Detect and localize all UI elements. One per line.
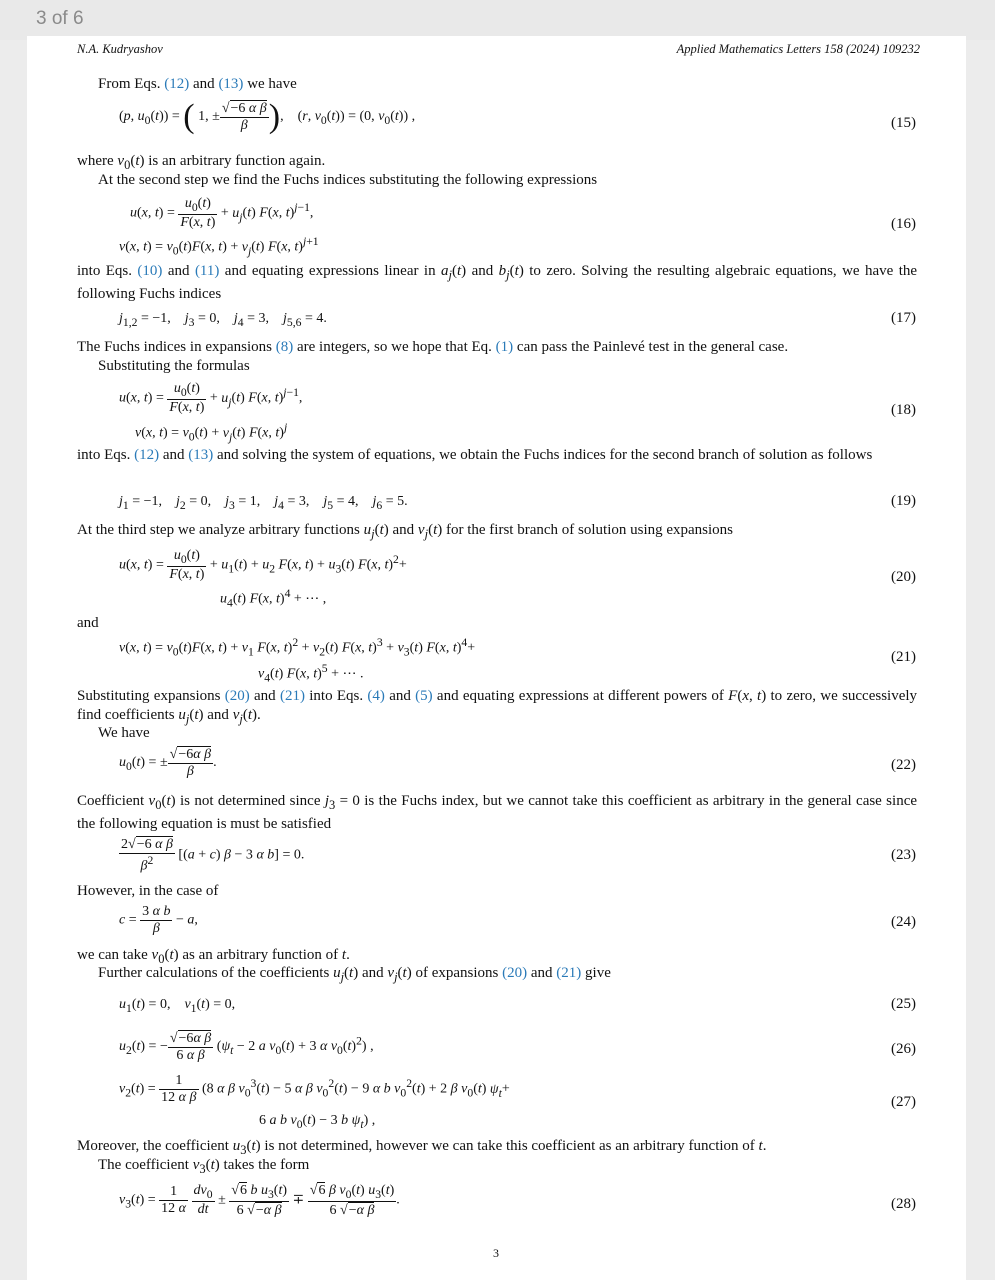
paragraph: However, in the case of — [77, 883, 219, 899]
equation-number: (18) — [891, 402, 916, 418]
page-counter: 3 of 6 — [36, 8, 84, 29]
eq-ref-link[interactable]: (20) — [502, 965, 528, 981]
paragraph: Substituting the formulas — [98, 358, 250, 374]
equation-17: $j_{1,2} = -1$, $j_3 = 0$, $j_4 = 3$, $j_{5,6} = 4$. — [119, 311, 327, 329]
equation-number: (23) — [891, 847, 916, 863]
equation-16-line1: u(x, t) = $\frac{u_0(t)}{F(x, t)}$ + $u_j(t)$ F(x, t)$^{j-1}$, — [130, 196, 314, 230]
eq-ref-link[interactable]: (12) — [164, 76, 190, 92]
eq-ref-link[interactable]: (4) — [367, 688, 385, 704]
equation-18-line2: v(x, $t) = v_0(t) + v_j(t)$ F(x, t)$^j$ — [135, 421, 288, 444]
paragraph: into Eqs. (12) and (13) and solving the system of equations, we obtain the Fuchs indices for the second branch of solution as follows — [77, 447, 873, 463]
paragraph: Coefficient $v_0(t)$ is not determined since $j_3 = 0$ is the Fuchs index, but we cannot take this coefficient as arbitrary in the general case since the following equation is must be satisfied — [77, 793, 918, 832]
equation-23: $\frac{\text{2√−6 α β}}{\beta^2}$ [(a + c) β − 3 α b] = 0. — [121, 837, 305, 874]
equation-21-line1: v(x, $t) = v_0(t)F(x$, $t) + v_1$ F(x, $t)^2 + v_2(t)$ F(x, $t)^3 + v_3(t)$ F(x, t)$^4$+ — [119, 636, 476, 659]
equation-number: (26) — [891, 1041, 916, 1057]
equation-28: $v_3(t)$ = $\frac{1}{12 \alpha}$ $\frac{dv_0}{dt}$ ± $\frac{√6 b u_3(t)}{\text{6 √−α β}}$ ∓ $\frac{√6 \beta v_0(t) u_3(t)}{\text{6 √−α β}}$ . — [119, 1183, 400, 1218]
equation-number: (24) — [891, 914, 916, 930]
viewer-toolbar — [0, 0, 995, 40]
paragraph: Substituting expansions (20) and (21) into Eqs. (4) and (5) and equating expressions at different powers of F(x, t) to zero, we successively find coefficients $u_j(t)$ and $v_j(t)$. — [77, 688, 918, 726]
equation-27-line1: $v_2(t)$ = $\frac{1}{\text{12 α β}}$ (8 α β $v_0^3(t) - 5$ α β $v_0^2(t) - 9$ α b $v_0^2(t) + 2$ β $v_0(t)$ $\psi_t+$ — [119, 1073, 510, 1105]
equation-24: c = $\frac{\text{3 α b}}{\beta}$ − a, — [119, 904, 198, 936]
eq-ref-link[interactable]: (13) — [188, 447, 214, 463]
equation-20-line1: u(x, t) = $\frac{u_0(t)}{F(x, t)}$ + $u_1(t) + u_2$ F(x, $t) + u_3(t)$ F(x, t)$^2$+ — [119, 548, 407, 582]
equation-number: (27) — [891, 1094, 916, 1110]
eq-ref-link[interactable]: (21) — [279, 688, 305, 704]
eq-ref-link[interactable]: (1) — [495, 339, 514, 355]
paragraph: where $v_0(t)$ is an arbitrary function again. — [77, 153, 326, 172]
paragraph: The Fuchs indices in expansions (8) are integers, so we hope that Eq. (1) can pass the Painlevé test in the general case. — [77, 339, 789, 355]
eq-ref-link[interactable]: (20) — [224, 688, 250, 704]
equation-26: $u_2(t)$ = − $\frac{\text{√−6α β}}{\text{6 α β}}$ ($\psi_t - 2$ a $v_0(t) + 3$ α $v_0(t)^2$) , — [119, 1031, 374, 1063]
header-journal: Applied Mathematics Letters 158 (2024) 109232 — [676, 42, 920, 56]
equation-27-line2: 6 a b $v_0(t) - 3$ b $\psi_t$) , — [259, 1113, 376, 1131]
eq-ref-link[interactable]: (13) — [218, 76, 244, 92]
equation-number: (20) — [891, 569, 916, 585]
document-page — [27, 36, 966, 1280]
eq-ref-link[interactable]: (11) — [194, 263, 220, 279]
equation-number: (17) — [891, 310, 916, 326]
equation-20-line2: $u_4(t)$ F(x, t)$^4$ + ⋯ , — [220, 587, 327, 610]
page-number: 3 — [493, 1246, 499, 1260]
paragraph: At the second step we find the Fuchs indices substituting the following expressions — [98, 172, 598, 188]
equation-21-line2: $v_4(t)$ F(x, t)$^5$ + ⋯ . — [258, 662, 364, 685]
eq-ref-link[interactable]: (10) — [137, 263, 163, 279]
equation-15: (p, $u_0(t)$) = ( 1, ± $\frac{\text{√−6 α β}}{\beta}$ ), (r, $v_0(t)) = (0$, $v_0(t)$) , — [119, 98, 416, 135]
equation-19: $j_1 = -1$, $j_2 = 0$, $j_3 = 1$, $j_4 = 3$, $j_5 = 4$, $j_6 = 5$. — [119, 494, 408, 512]
equation-number: (21) — [891, 649, 916, 665]
equation-number: (22) — [891, 757, 916, 773]
paragraph: into Eqs. (10) and (11) and equating expressions linear in $a_j(t)$ and $b_j(t)$ to zero. Solving the resulting algebraic equations, we have the following Fuchs indices — [77, 263, 918, 302]
eq-ref-link[interactable]: (12) — [134, 447, 160, 463]
equation-number: (25) — [891, 996, 916, 1012]
paragraph: Moreover, the coefficient $u_3(t)$ is not determined, however we can take this coefficient as an arbitrary function of t. — [77, 1138, 767, 1157]
equation-25: $u_1(t) = 0$, $v_1(t) = 0$, — [119, 997, 236, 1015]
equation-16-line2: v(x, $t) = v_0(t)F(x$, $t) + v_j(t)$ F(x, t)$^{j+1}$ — [119, 235, 319, 258]
equation-number: (15) — [891, 115, 916, 131]
equation-number: (19) — [891, 493, 916, 509]
paragraph: From Eqs. (12) and (13) we have — [98, 76, 297, 92]
paragraph: we can take $v_0(t)$ as an arbitrary function of t. — [77, 947, 350, 966]
paragraph: Further calculations of the coefficients $u_j(t)$ and $v_j(t)$ of expansions (20) and (21) give — [98, 965, 611, 984]
eq-ref-link[interactable]: (21) — [556, 965, 582, 981]
paragraph: The coefficient $v_3(t)$ takes the form — [98, 1157, 310, 1176]
paragraph: We have — [98, 725, 150, 741]
paragraph: At the third step we analyze arbitrary functions $u_j(t)$ and $v_j(t)$ for the first branch of solution using expansions — [77, 522, 734, 541]
equation-number: (28) — [891, 1196, 916, 1212]
equation-18-line1: u(x, t) = $\frac{u_0(t)}{F(x, t)}$ + $u_j(t)$ F(x, t)$^{j-1}$, — [119, 381, 303, 415]
header-author: N.A. Kudryashov — [77, 42, 163, 56]
eq-ref-link[interactable]: (8) — [275, 339, 294, 355]
equation-number: (16) — [891, 216, 916, 232]
eq-ref-link[interactable]: (5) — [415, 688, 433, 704]
equation-22: $u_0(t)$ = ± $\frac{\text{√−6α β}}{\beta}$ . — [119, 747, 217, 779]
paragraph: and — [77, 615, 99, 631]
